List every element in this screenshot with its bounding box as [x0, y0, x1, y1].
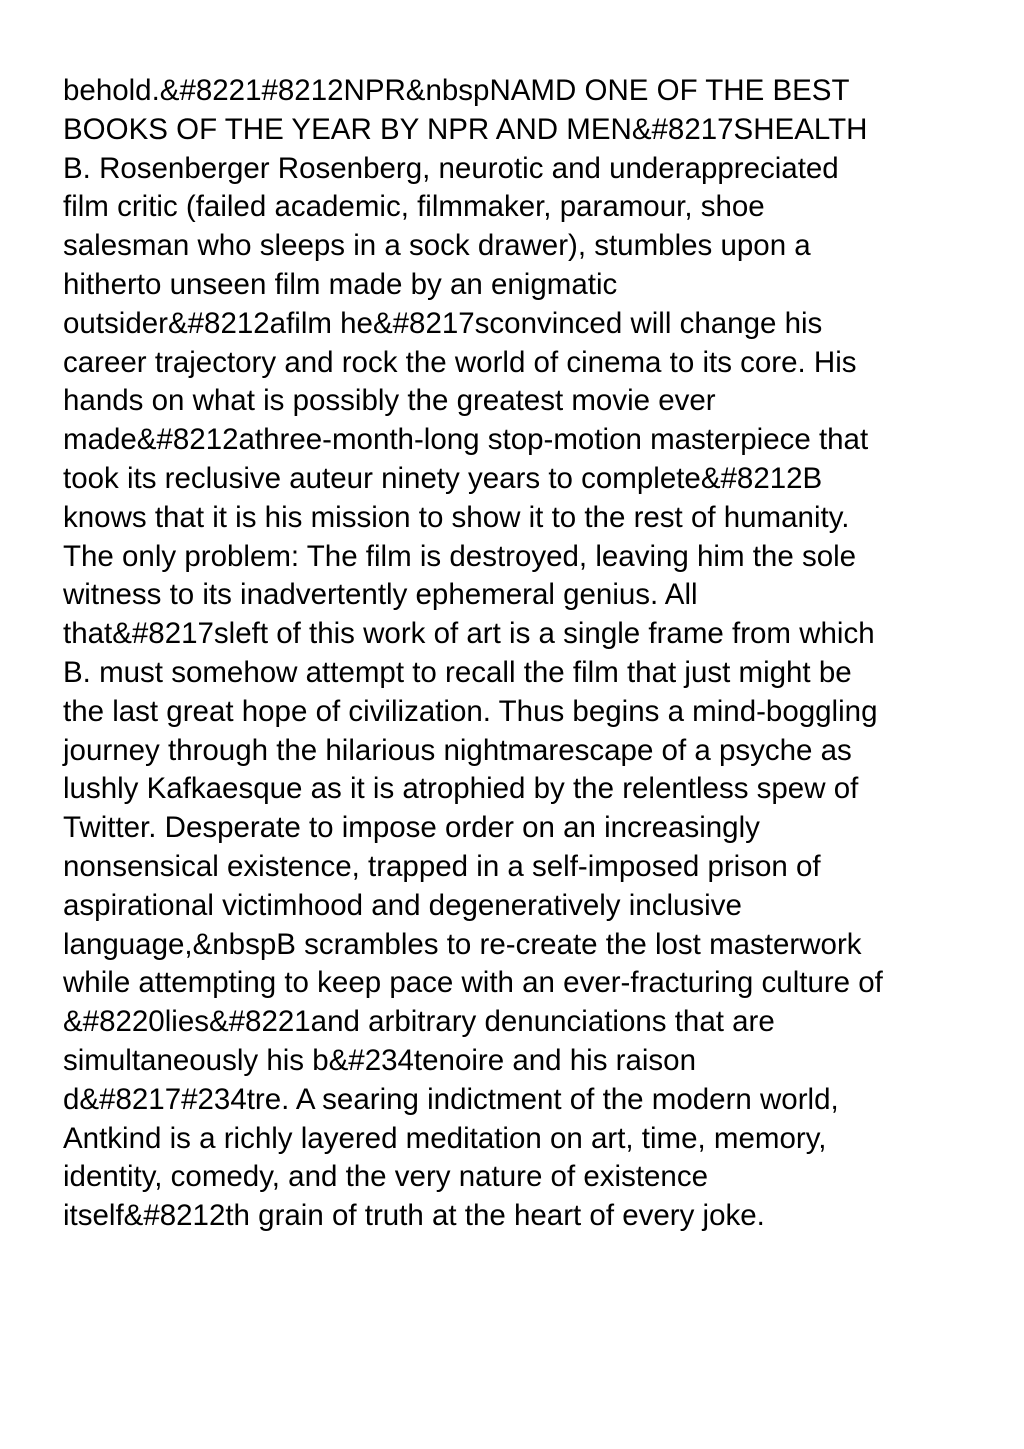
text-line: knows that it is his mission to show it to the rest of humanity.: [63, 500, 850, 534]
text-line: film critic (failed academic, filmmaker, paramour, shoe: [63, 190, 765, 224]
text-line: B. must somehow attempt to recall the film that just might be: [63, 655, 852, 689]
text-line: Twitter. Desperate to impose order on an increasingly: [63, 811, 760, 845]
text-line: hitherto unseen film made by an enigmatic: [63, 267, 618, 301]
text-line: behold.&#8221#8212NPR&nbspNAMD ONE OF THE BEST: [63, 74, 850, 107]
text-line: B. Rosenberger Rosenberg, neurotic and underappreciated: [63, 151, 839, 185]
text-line: &#8220lies&#8221and arbitrary denunciations that are: [63, 1005, 775, 1039]
text-line: d&#8217#234tre. A searing indictment of the modern world,: [63, 1082, 839, 1116]
text-line: Antkind is a richly layered meditation on art, time, memory,: [63, 1121, 827, 1155]
text-line: that&#8217sleft of this work of art is a single frame from which: [63, 617, 875, 651]
text-line: lushly Kafkaesque as it is atrophied by the relentless spew of: [63, 772, 859, 806]
text-line: itself&#8212th grain of truth at the heart of every joke.: [63, 1199, 765, 1233]
text-line: while attempting to keep pace with an ever-fracturing culture of: [63, 966, 883, 1000]
text-line: the last great hope of civilization. Thus begins a mind-boggling: [63, 694, 878, 728]
text-line: aspirational victimhood and degeneratively inclusive: [63, 888, 742, 922]
text-line: career trajectory and rock the world of cinema to its core. His: [63, 345, 857, 379]
text-line: made&#8212athree-month-long stop-motion masterpiece that: [63, 423, 869, 457]
text-line: hands on what is possibly the greatest movie ever: [63, 384, 716, 418]
text-line: outsider&#8212afilm he&#8217sconvinced will change his: [63, 306, 823, 340]
text-line: nonsensical existence, trapped in a self-imposed prison of: [63, 849, 821, 883]
text-line: The only problem: The film is destroyed, leaving him the sole: [63, 539, 857, 573]
text-line: journey through the hilarious nightmarescape of a psyche as: [63, 733, 852, 767]
text-line: identity, comedy, and the very nature of existence: [63, 1160, 708, 1194]
text-line: took its reclusive auteur ninety years to complete&#8212B: [63, 461, 823, 495]
body-text: [63, 72, 1003, 1236]
text-line: language,&nbspB scrambles to re-create the lost masterwork: [63, 927, 862, 961]
text-line: BOOKS OF THE YEAR BY NPR AND MEN&#8217SHEALTH: [63, 112, 868, 146]
text-line: simultaneously his b&#234tenoire and his raison: [63, 1043, 696, 1077]
text-line: salesman who sleeps in a sock drawer), stumbles upon a: [63, 229, 811, 263]
text-line: witness to its inadvertently ephemeral genius. All: [63, 578, 698, 612]
